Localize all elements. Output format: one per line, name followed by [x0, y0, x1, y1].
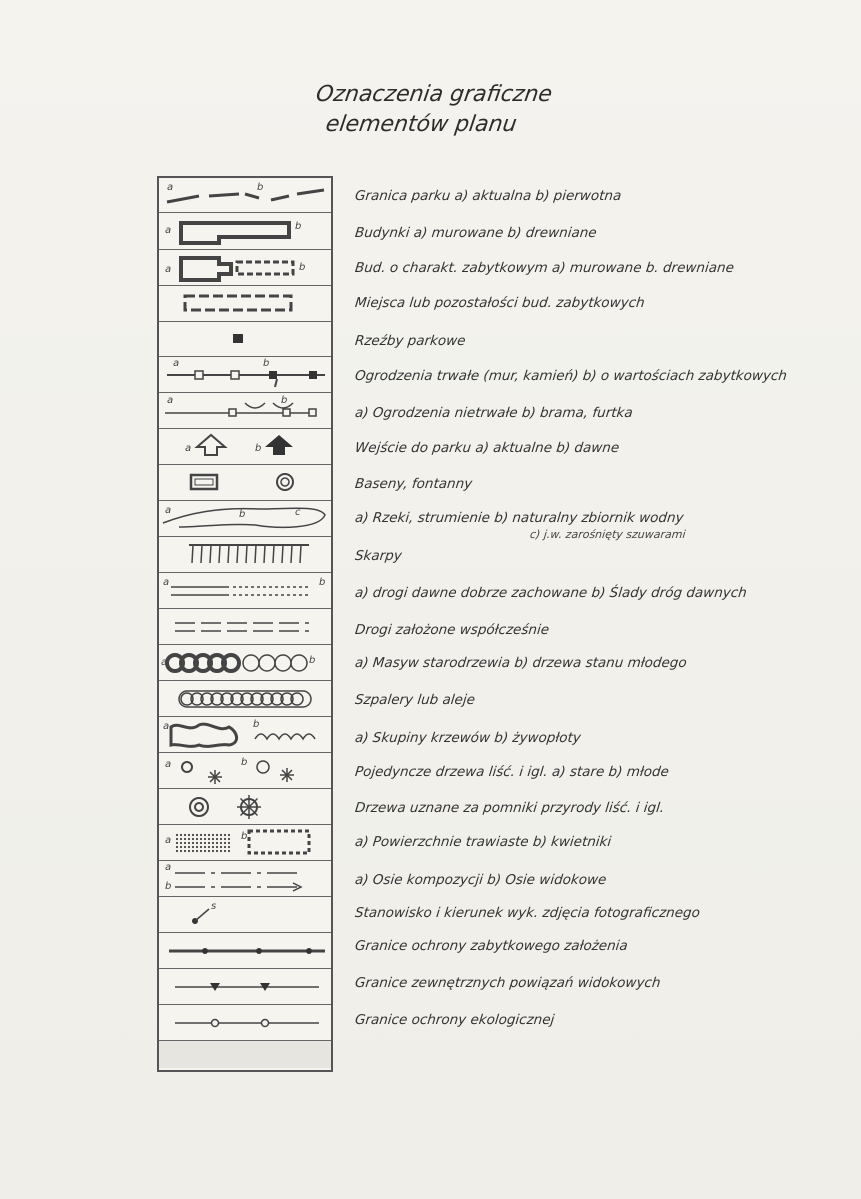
historic-building-symbol	[181, 258, 231, 280]
legend-description: Skarpy	[354, 548, 403, 564]
mark-b: b	[239, 509, 246, 520]
mark-a: a	[165, 505, 172, 516]
legend-description: Granice zewnętrznych powiązań widokowych	[354, 975, 662, 991]
mark-a: a	[165, 759, 172, 770]
old-deciduous-tree-symbol	[182, 762, 192, 772]
building-symbol	[181, 223, 289, 243]
mark-a: a	[165, 862, 172, 873]
boundary-line-symbol	[167, 190, 324, 202]
legend-description: Ogrodzenia trwałe (mur, kamień) b) o wartościach zabytkowych	[354, 368, 788, 384]
mark-a: a	[165, 835, 172, 846]
legend-row	[159, 825, 331, 861]
mark-b: b	[241, 757, 248, 768]
legend-symbol	[159, 573, 331, 609]
legend-row	[159, 429, 331, 465]
monument-deciduous-tree-symbol	[190, 798, 208, 816]
legend-row	[159, 573, 331, 609]
mark-b: b	[309, 655, 316, 666]
mark-s: s	[211, 901, 217, 912]
legend-symbol	[159, 1005, 331, 1041]
mark-a: a	[165, 225, 172, 236]
legend-row-empty	[159, 1041, 331, 1068]
legend-row	[159, 789, 331, 825]
legend-symbol	[159, 178, 331, 213]
legend-symbol	[159, 501, 331, 537]
entrance-former-symbol	[265, 435, 293, 455]
legend-symbol	[159, 861, 331, 897]
legend-symbol	[159, 645, 331, 681]
legend-description-sub: c) j.w. zarośnięty szuwarami	[529, 528, 687, 541]
legend-row	[159, 717, 331, 753]
document-title	[296, 80, 604, 140]
mark-b: b	[281, 395, 288, 406]
legend-symbol	[159, 753, 331, 789]
legend-description: Baseny, fontanny	[354, 476, 474, 492]
legend-description: Drogi założone współcześnie	[354, 622, 550, 638]
mark-c: c	[295, 507, 301, 518]
mark-a: a	[167, 182, 174, 193]
legend-row	[159, 393, 331, 429]
sculpture-symbol	[233, 334, 243, 343]
legend-row	[159, 861, 331, 897]
mark-a: a	[161, 657, 168, 668]
legend-symbol	[159, 429, 331, 465]
legend-symbol	[159, 825, 331, 861]
legend-row	[159, 753, 331, 789]
mark-b: b	[257, 182, 264, 193]
legend-symbol	[159, 681, 331, 717]
legend-description: Granice ochrony ekologicznej	[354, 1012, 556, 1028]
mark-b: b	[253, 719, 260, 730]
legend-row	[159, 681, 331, 717]
legend-row	[159, 609, 331, 645]
legend-symbol	[159, 789, 331, 825]
mark-b: b	[299, 262, 306, 273]
legend-symbol	[159, 969, 331, 1005]
legend-symbol	[159, 609, 331, 645]
flowerbed-symbol	[249, 831, 309, 853]
mark-a: a	[163, 577, 170, 588]
legend-symbol	[159, 897, 331, 933]
legend-row	[159, 357, 331, 393]
legend-row	[159, 322, 331, 357]
legend-description: a) Ogrodzenia nietrwałe b) brama, furtka	[354, 405, 634, 421]
title-line-1: Oznaczenia graficzne	[314, 82, 554, 107]
legend-row	[159, 250, 331, 286]
mark-b: b	[263, 358, 270, 369]
title-line-2: elementów planu	[324, 112, 519, 137]
hedge-symbol	[255, 734, 315, 739]
legend-description: a) Rzeki, strumienie b) naturalny zbiornik wodny	[354, 510, 685, 526]
legend-symbol	[159, 465, 331, 501]
legend-symbol	[159, 717, 331, 753]
mark-b: b	[319, 577, 326, 588]
legend-description: a) Masyw starodrzewia b) drzewa stanu młodego	[354, 655, 688, 671]
legend-row	[159, 969, 331, 1005]
mark-b: b	[241, 831, 248, 842]
legend-symbol	[159, 213, 331, 250]
legend-row	[159, 1005, 331, 1041]
legend-symbol	[159, 286, 331, 322]
legend-description: a) Osie kompozycji b) Osie widokowe	[354, 872, 608, 888]
legend-symbol	[159, 393, 331, 429]
legend-symbol	[159, 322, 331, 357]
legend-row	[159, 501, 331, 537]
mark-b: b	[255, 443, 262, 454]
mark-a: a	[185, 443, 192, 454]
legend-description: Pojedyncze drzewa liść. i igl. a) stare b) młode	[354, 764, 670, 780]
legend-row	[159, 933, 331, 969]
mark-a: a	[173, 358, 180, 369]
mark-a: a	[165, 264, 172, 275]
legend-description: Miejsca lub pozostałości bud. zabytkowych	[354, 295, 646, 311]
legend-row	[159, 213, 331, 250]
legend-symbol	[159, 933, 331, 969]
legend-description: Szpalery lub aleje	[354, 692, 476, 708]
legend-row	[159, 178, 331, 213]
legend-description: Drzewa uznane za pomniki przyrody liść. i igl.	[354, 800, 666, 816]
legend-symbol	[159, 250, 331, 286]
legend-row	[159, 465, 331, 501]
legend-row	[159, 645, 331, 681]
entrance-current-symbol	[197, 435, 225, 455]
mark-a: a	[163, 721, 170, 732]
shrub-symbol	[171, 724, 237, 746]
legend-description: a) Skupiny krzewów b) żywopłoty	[354, 730, 582, 746]
fountain-symbol	[277, 474, 293, 490]
legend-symbol-column	[157, 176, 333, 1072]
legend-symbol	[159, 537, 331, 573]
legend-description: Stanowisko i kierunek wyk. zdjęcia fotograficznego	[354, 905, 701, 921]
legend-description: Bud. o charakt. zabytkowym a) murowane b. drewniane	[354, 260, 735, 276]
mark-b: b	[295, 221, 302, 232]
legend-symbol	[159, 357, 331, 393]
legend-description: Budynki a) murowane b) drewniane	[354, 225, 598, 241]
young-tree-symbol	[257, 761, 269, 773]
legend-description: a) drogi dawne dobrze zachowane b) Ślady dróg dawnych	[354, 585, 748, 601]
legend-row	[159, 897, 331, 933]
legend-description: Wejście do parku a) aktualne b) dawne	[354, 440, 621, 456]
mark-b: b	[165, 881, 172, 892]
mark-a: a	[167, 395, 174, 406]
legend-description: a) Powierzchnie trawiaste b) kwietniki	[354, 834, 613, 850]
legend-row	[159, 286, 331, 322]
legend-description: Granica parku a) aktualna b) pierwotna	[354, 188, 623, 204]
legend-description: Granice ochrony zabytkowego założenia	[354, 938, 629, 954]
ruins-symbol	[185, 296, 291, 310]
legend-row	[159, 537, 331, 573]
legend-description: Rzeźby parkowe	[354, 333, 467, 349]
